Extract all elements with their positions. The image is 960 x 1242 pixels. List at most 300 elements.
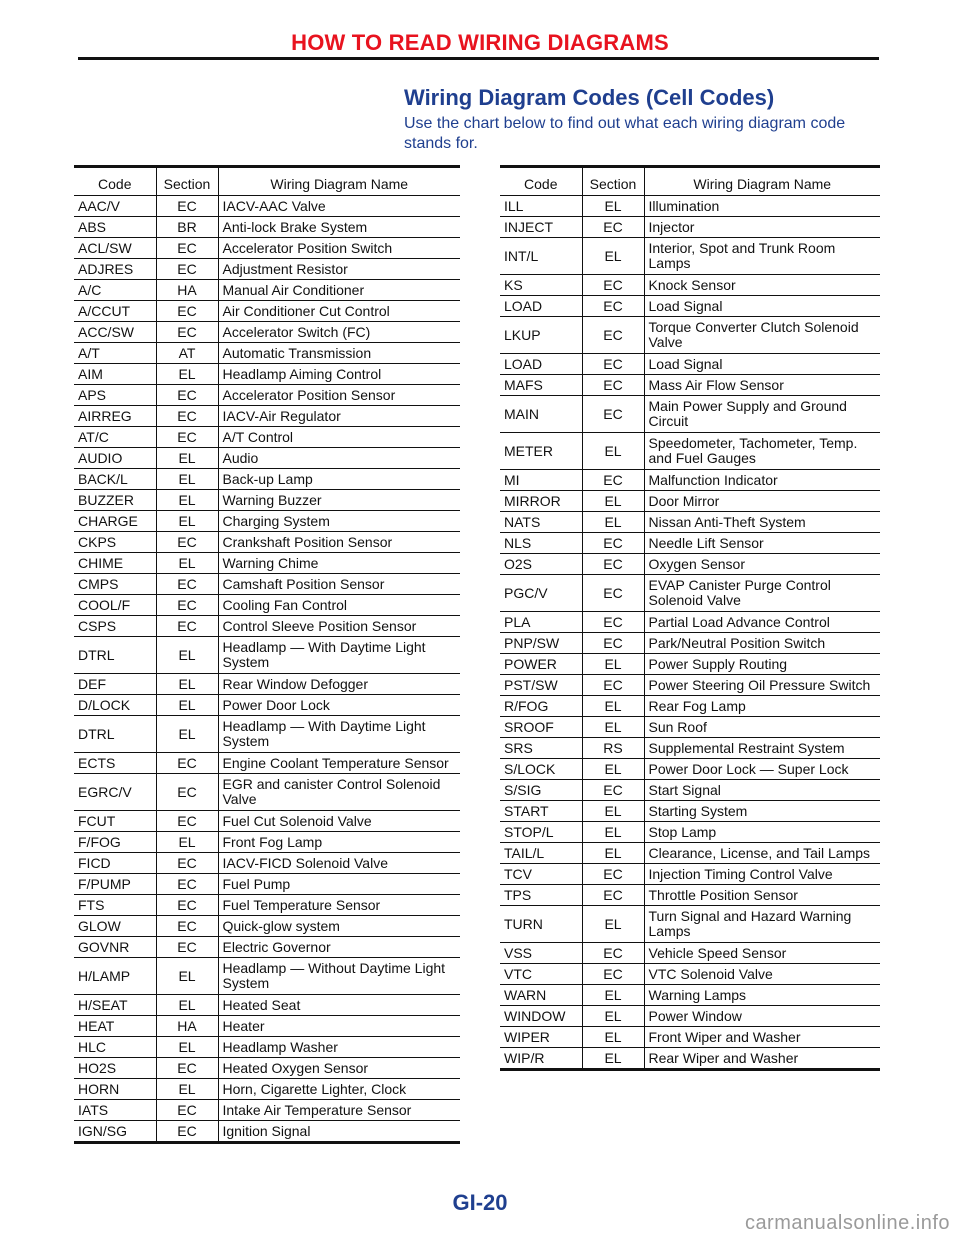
cell-section: EC (156, 238, 218, 259)
table-row (500, 396, 880, 433)
cell-section: EC (582, 675, 644, 696)
table-row (74, 448, 460, 469)
cell-name: Quick-glow system (218, 916, 460, 937)
cell-section: EC (582, 780, 644, 801)
cell-section: EL (156, 364, 218, 385)
cell-code: POWER (500, 654, 582, 675)
header-rule (78, 57, 879, 60)
cell-name: Camshaft Position Sensor (218, 574, 460, 595)
cell-name: Cooling Fan Control (218, 595, 460, 616)
cell-code: DEF (74, 674, 156, 695)
table-row (500, 1006, 880, 1027)
table-header-row (74, 167, 460, 196)
cell-section: EC (156, 895, 218, 916)
table-row (500, 696, 880, 717)
cell-section: EC (156, 196, 218, 217)
table-row (74, 674, 460, 695)
cell-name: Headlamp — With Daytime Light System (218, 716, 460, 753)
table-row (74, 753, 460, 774)
cell-code: IATS (74, 1100, 156, 1121)
cell-name: Headlamp — With Daytime Light System (218, 637, 460, 674)
table-row (74, 1016, 460, 1037)
cell-section: EC (582, 554, 644, 575)
watermark: carmanualsonline.info (744, 1212, 950, 1234)
table-row (74, 916, 460, 937)
table-row (74, 343, 460, 364)
cell-section: EL (156, 832, 218, 853)
table-row (500, 491, 880, 512)
table-row (74, 958, 460, 995)
cell-code: R/FOG (500, 696, 582, 717)
cell-code: ILL (500, 196, 582, 217)
cell-name: Injector (644, 217, 880, 238)
cell-section: EC (582, 575, 644, 612)
cell-name: Fuel Temperature Sensor (218, 895, 460, 916)
table-row (500, 575, 880, 612)
cell-section: RS (582, 738, 644, 759)
table-row (500, 217, 880, 238)
cell-name: Park/Neutral Position Switch (644, 633, 880, 654)
cell-section: EC (156, 301, 218, 322)
cell-code: LOAD (500, 296, 582, 317)
cell-name: Power Steering Oil Pressure Switch (644, 675, 880, 696)
cell-name: Power Door Lock (218, 695, 460, 716)
cell-section: EC (582, 612, 644, 633)
cell-code: ECTS (74, 753, 156, 774)
cell-section: EC (582, 275, 644, 296)
cell-name: Rear Window Defogger (218, 674, 460, 695)
cell-section: EL (582, 512, 644, 533)
cell-name: Power Window (644, 1006, 880, 1027)
cell-name: Horn, Cigarette Lighter, Clock (218, 1079, 460, 1100)
table-body-right (500, 196, 880, 1070)
cell-name: Control Sleeve Position Sensor (218, 616, 460, 637)
table-row (500, 470, 880, 491)
cell-section: EL (582, 759, 644, 780)
cell-code: ACC/SW (74, 322, 156, 343)
table-row (500, 375, 880, 396)
table-row (500, 985, 880, 1006)
cell-name: Rear Wiper and Washer (644, 1048, 880, 1070)
table-row (500, 238, 880, 275)
cell-section: EL (156, 553, 218, 574)
cell-section: EC (582, 470, 644, 491)
table-row (74, 995, 460, 1016)
cell-code: DTRL (74, 637, 156, 674)
table-row (74, 874, 460, 895)
cell-name: Accelerator Position Sensor (218, 385, 460, 406)
table-row (74, 301, 460, 322)
cell-code: GOVNR (74, 937, 156, 958)
cell-name: Manual Air Conditioner (218, 280, 460, 301)
cell-code: GLOW (74, 916, 156, 937)
table-row (500, 512, 880, 533)
table-row (74, 406, 460, 427)
cell-name: Electric Governor (218, 937, 460, 958)
cell-section: EC (582, 296, 644, 317)
cell-section: EL (156, 490, 218, 511)
cell-code: PNP/SW (500, 633, 582, 654)
cell-code: SRS (500, 738, 582, 759)
cell-name: Torque Converter Clutch Solenoid Valve (644, 317, 880, 354)
cell-name: Knock Sensor (644, 275, 880, 296)
cell-code: HLC (74, 1037, 156, 1058)
cell-code: WARN (500, 985, 582, 1006)
cell-section: EC (156, 616, 218, 637)
cell-code: FCUT (74, 811, 156, 832)
cell-name: Illumination (644, 196, 880, 217)
cell-code: S/SIG (500, 780, 582, 801)
table-row (74, 937, 460, 958)
table-row (74, 469, 460, 490)
column-header-section: Section (582, 167, 644, 196)
cell-name: Adjustment Resistor (218, 259, 460, 280)
cell-name: Interior, Spot and Trunk Room Lamps (644, 238, 880, 275)
cell-name: Malfunction Indicator (644, 470, 880, 491)
cell-section: EC (156, 774, 218, 811)
table-row (74, 832, 460, 853)
cell-code: HORN (74, 1079, 156, 1100)
cell-section: EL (582, 1006, 644, 1027)
cell-section: EC (582, 885, 644, 906)
cell-code: AIRREG (74, 406, 156, 427)
cell-name: Warning Lamps (644, 985, 880, 1006)
cell-section: EL (156, 448, 218, 469)
cell-section: EL (582, 491, 644, 512)
cell-section: EC (156, 427, 218, 448)
cell-name: Sun Roof (644, 717, 880, 738)
cell-code: MAIN (500, 396, 582, 433)
cell-name: Rear Fog Lamp (644, 696, 880, 717)
cell-code: PLA (500, 612, 582, 633)
cell-name: A/T Control (218, 427, 460, 448)
cell-code: ADJRES (74, 259, 156, 280)
cell-name: Front Wiper and Washer (644, 1027, 880, 1048)
cell-name: Heated Oxygen Sensor (218, 1058, 460, 1079)
cell-section: EC (582, 354, 644, 375)
table-row (74, 385, 460, 406)
cell-code: BUZZER (74, 490, 156, 511)
cell-name: Headlamp Washer (218, 1037, 460, 1058)
cell-name: Crankshaft Position Sensor (218, 532, 460, 553)
table-row (500, 354, 880, 375)
cell-section: EC (156, 937, 218, 958)
cell-code: METER (500, 433, 582, 470)
table-row (74, 1058, 460, 1079)
codes-table-left (74, 165, 460, 1144)
table-row (500, 801, 880, 822)
cell-code: LOAD (500, 354, 582, 375)
cell-code: FICD (74, 853, 156, 874)
cell-name: Throttle Position Sensor (644, 885, 880, 906)
cell-code: S/LOCK (500, 759, 582, 780)
cell-code: D/LOCK (74, 695, 156, 716)
cell-code: TPS (500, 885, 582, 906)
cell-code: AIM (74, 364, 156, 385)
cell-section: AT (156, 343, 218, 364)
cell-section: EL (582, 654, 644, 675)
table-row (74, 695, 460, 716)
cell-section: EC (156, 406, 218, 427)
cell-section: EC (582, 964, 644, 985)
cell-code: FTS (74, 895, 156, 916)
cell-code: NLS (500, 533, 582, 554)
cell-section: EC (156, 532, 218, 553)
cell-name: Door Mirror (644, 491, 880, 512)
cell-section: EL (582, 696, 644, 717)
cell-name: Accelerator Switch (FC) (218, 322, 460, 343)
cell-section: EL (156, 511, 218, 532)
table-row (74, 280, 460, 301)
cell-code: IGN/SG (78, 1122, 128, 1139)
column-header-section: Section (156, 167, 218, 196)
cell-code: COOL/F (74, 595, 156, 616)
cell-name: Load Signal (644, 296, 880, 317)
cell-code: TCV (500, 864, 582, 885)
cell-name: Warning Buzzer (218, 490, 460, 511)
cell-section: EC (582, 375, 644, 396)
cell-code: CMPS (74, 574, 156, 595)
cell-code: F/PUMP (74, 874, 156, 895)
table-row (74, 1100, 460, 1121)
cell-name: Starting System (644, 801, 880, 822)
table-row (500, 675, 880, 696)
cell-section: EC (582, 633, 644, 654)
cell-name: Engine Coolant Temperature Sensor (218, 753, 460, 774)
cell-code: ACL/SW (74, 238, 156, 259)
cell-code: F/FOG (74, 832, 156, 853)
cell-name: Intake Air Temperature Sensor (218, 1100, 460, 1121)
table-row (500, 780, 880, 801)
cell-code: AAC/V (74, 196, 156, 217)
cell-code: CHARGE (74, 511, 156, 532)
cell-section: EL (582, 717, 644, 738)
table-row (74, 716, 460, 753)
table-row (74, 553, 460, 574)
table-header-row (500, 167, 880, 196)
cell-section: HA (156, 1016, 218, 1037)
cell-code: KS (500, 275, 582, 296)
cell-section: EL (582, 196, 644, 217)
cell-section: EC (156, 874, 218, 895)
cell-name: VTC Solenoid Valve (644, 964, 880, 985)
cell-code: H/LAMP (74, 958, 156, 995)
cell-section: EC (156, 753, 218, 774)
cell-code: HO2S (74, 1058, 156, 1079)
table-row (500, 196, 880, 217)
cell-section: EL (582, 1048, 644, 1070)
table-row (500, 717, 880, 738)
cell-section: EL (156, 695, 218, 716)
cell-section: EC (582, 217, 644, 238)
cell-name: Headlamp Aiming Control (218, 364, 460, 385)
cell-code: MI (500, 470, 582, 491)
table-row (500, 654, 880, 675)
table-row (500, 554, 880, 575)
cell-code: TAIL/L (500, 843, 582, 864)
cell-section: EC (156, 322, 218, 343)
cell-name: Ignition Signal (218, 1121, 460, 1143)
cell-name: Power Door Lock — Super Lock (644, 759, 880, 780)
table-row (74, 811, 460, 832)
cell-section: EL (156, 995, 218, 1016)
cell-name: Partial Load Advance Control (644, 612, 880, 633)
table-row (500, 533, 880, 554)
cell-name: Front Fog Lamp (218, 832, 460, 853)
cell-section: EC (156, 853, 218, 874)
table-row (500, 433, 880, 470)
cell-name: EGR and canister Control Solenoid Valve (218, 774, 460, 811)
cell-section: EL (156, 958, 218, 995)
table-row (74, 1121, 460, 1143)
cell-section: EC (156, 1058, 218, 1079)
column-header-name: Wiring Diagram Name (644, 167, 880, 196)
table-row (74, 364, 460, 385)
table-row (74, 595, 460, 616)
column-header-code: Code (500, 167, 582, 196)
table-row (500, 943, 880, 964)
cell-section: EL (582, 822, 644, 843)
cell-section: HA (156, 280, 218, 301)
cell-section: EC (156, 259, 218, 280)
table-row (500, 1027, 880, 1048)
page-number: GI-20 (452, 1190, 508, 1215)
table-row (74, 511, 460, 532)
table-row (500, 759, 880, 780)
cell-section: EC (156, 385, 218, 406)
table-row (500, 822, 880, 843)
cell-name: Anti-lock Brake System (218, 217, 460, 238)
cell-name: IACV-AAC Valve (218, 196, 460, 217)
cell-name: Needle Lift Sensor (644, 533, 880, 554)
table-row (74, 238, 460, 259)
cell-code: HEAT (74, 1016, 156, 1037)
cell-name: Heater (218, 1016, 460, 1037)
cell-code: WIPER (500, 1027, 582, 1048)
cell-section: EC (156, 1100, 218, 1121)
cell-name: EVAP Canister Purge Control Solenoid Valve (644, 575, 880, 612)
cell-section: EC (156, 1121, 218, 1143)
cell-section: EC (582, 864, 644, 885)
cell-code: CHIME (74, 553, 156, 574)
cell-section: EL (582, 906, 644, 943)
cell-code: SROOF (500, 717, 582, 738)
table-row (74, 427, 460, 448)
cell-name: Charging System (218, 511, 460, 532)
section-intro: Use the chart below to find out what each wiring diagram code stands for. (404, 115, 846, 152)
cell-section: EL (156, 1037, 218, 1058)
table-row (74, 1079, 460, 1100)
cell-code: WIP/R (504, 1049, 545, 1066)
table-row (74, 1037, 460, 1058)
cell-code: AUDIO (74, 448, 156, 469)
table-row (500, 964, 880, 985)
cell-name: Oxygen Sensor (644, 554, 880, 575)
cell-name: Start Signal (644, 780, 880, 801)
cell-code: PST/SW (500, 675, 582, 696)
cell-code: CSPS (74, 616, 156, 637)
cell-code: CKPS (74, 532, 156, 553)
cell-name: Fuel Cut Solenoid Valve (218, 811, 460, 832)
table-row (74, 574, 460, 595)
cell-name: Speedometer, Tachometer, Temp. and Fuel Gauges (644, 433, 880, 470)
table-row (74, 637, 460, 674)
cell-code: ABS (74, 217, 156, 238)
cell-code: DTRL (74, 716, 156, 753)
cell-code: VSS (500, 943, 582, 964)
cell-name: Nissan Anti-Theft System (644, 512, 880, 533)
cell-code: A/CCUT (74, 301, 156, 322)
cell-code: TURN (500, 906, 582, 943)
cell-code: LKUP (500, 317, 582, 354)
cell-section: EL (156, 1079, 218, 1100)
table-row (500, 843, 880, 864)
cell-code: INT/L (500, 238, 582, 275)
cell-section: EC (156, 811, 218, 832)
cell-section: EC (582, 533, 644, 554)
table-row (74, 895, 460, 916)
table-row (74, 490, 460, 511)
cell-code: STOP/L (500, 822, 582, 843)
cell-section: EC (156, 916, 218, 937)
cell-name: Fuel Pump (218, 874, 460, 895)
cell-code: PGC/V (500, 575, 582, 612)
cell-section: EC (156, 574, 218, 595)
table-row (500, 633, 880, 654)
table-row (500, 1048, 880, 1070)
cell-code: WINDOW (500, 1006, 582, 1027)
cell-name: Audio (218, 448, 460, 469)
column-header-name: Wiring Diagram Name (218, 167, 460, 196)
cell-name: Air Conditioner Cut Control (218, 301, 460, 322)
cell-name: Clearance, License, and Tail Lamps (644, 843, 880, 864)
table-row (74, 196, 460, 217)
table-row (74, 322, 460, 343)
cell-name: IACV-Air Regulator (218, 406, 460, 427)
table-row (500, 275, 880, 296)
cell-section: BR (156, 217, 218, 238)
table-row (74, 853, 460, 874)
cell-name: Turn Signal and Hazard Warning Lamps (644, 906, 880, 943)
cell-name: IACV-FICD Solenoid Valve (218, 853, 460, 874)
cell-code: MIRROR (500, 491, 582, 512)
cell-code: AT/C (74, 427, 156, 448)
cell-name: Stop Lamp (644, 822, 880, 843)
table-row (74, 217, 460, 238)
table-row (500, 864, 880, 885)
cell-section: EL (582, 801, 644, 822)
cell-section: EL (582, 985, 644, 1006)
cell-code: O2S (500, 554, 582, 575)
table-row (500, 885, 880, 906)
column-header-code: Code (74, 167, 156, 196)
cell-code: INJECT (500, 217, 582, 238)
cell-name: Injection Timing Control Valve (644, 864, 880, 885)
cell-section: EL (156, 674, 218, 695)
cell-section: EC (582, 396, 644, 433)
cell-section: EC (156, 595, 218, 616)
cell-section: EL (582, 433, 644, 470)
cell-name: Supplemental Restraint System (644, 738, 880, 759)
cell-section: EL (156, 469, 218, 490)
cell-section: EL (582, 1027, 644, 1048)
table-row (500, 296, 880, 317)
table-row (74, 259, 460, 280)
cell-section: EL (156, 637, 218, 674)
cell-name: Load Signal (644, 354, 880, 375)
cell-code: A/C (74, 280, 156, 301)
cell-code: A/T (74, 343, 156, 364)
